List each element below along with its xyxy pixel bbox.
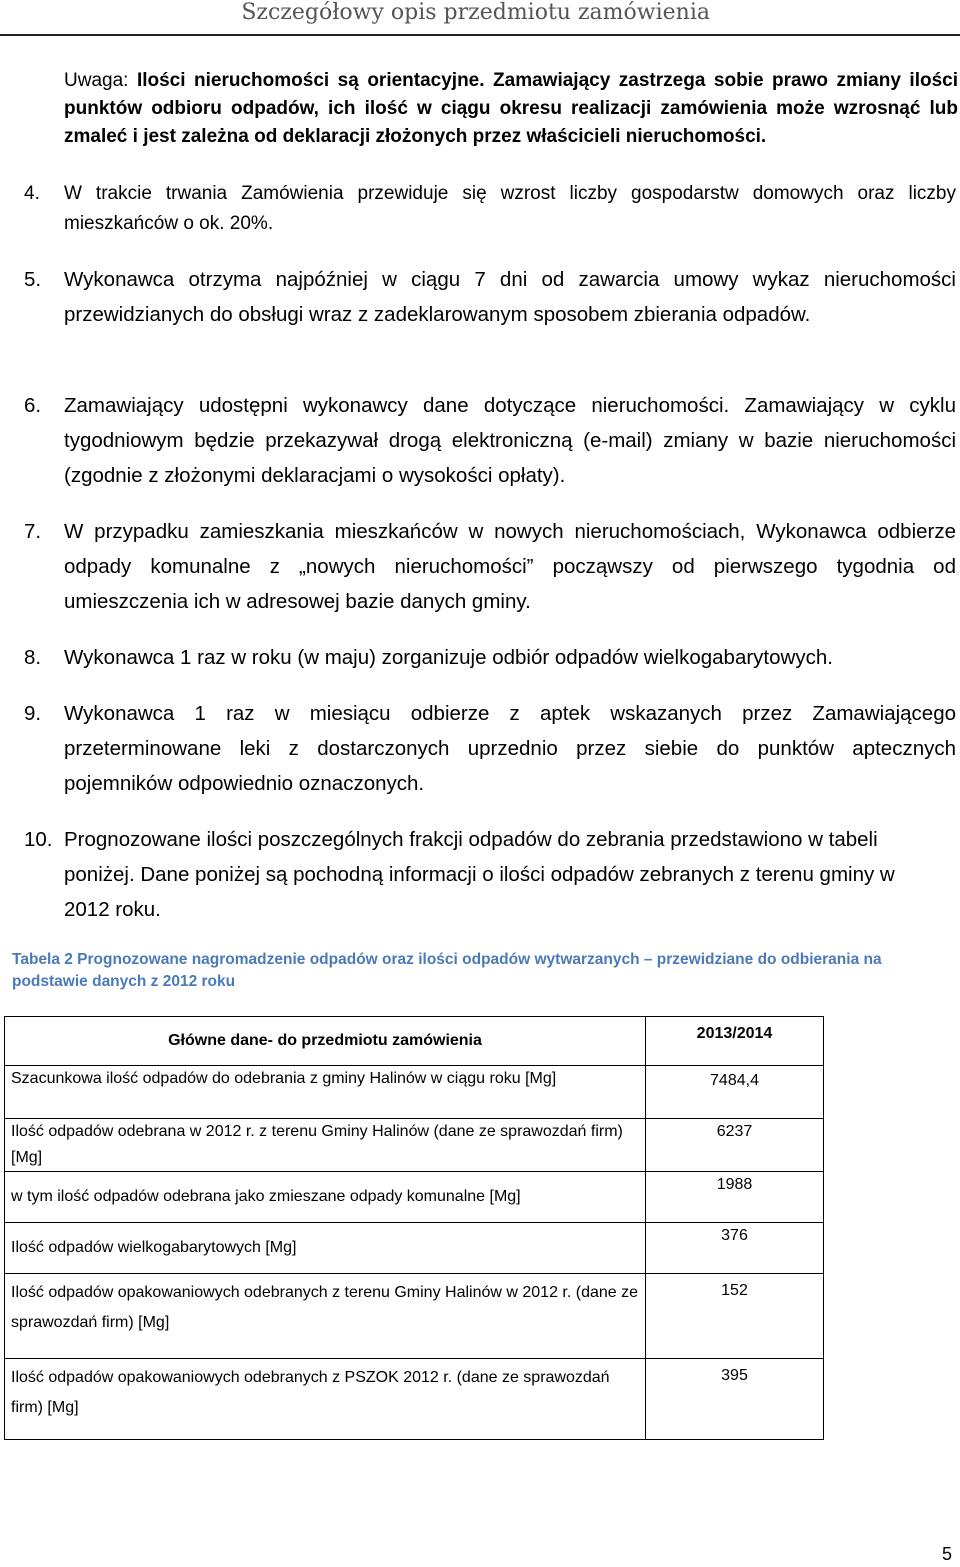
item-number: 10. [24,828,53,851]
table-row [5,1066,824,1119]
item-text: Wykonawca otrzyma najpóźniej w ciągu 7 dni od zawarcia umowy wykaz nieruchomości przewidzianych do obsługi wraz z zadeklarowanym sposobem zbierania odpadów. [64,268,956,326]
row-label: Ilość odpadów wielkogabarytowych [Mg] [5,1223,646,1274]
page-header [0,0,960,36]
data-table [4,1016,824,1440]
list-item [24,262,956,332]
note-text: Ilości nieruchomości są orientacyjne. Zamawiający zastrzega sobie prawo zmiany ilości punktów odbioru odpadów, ich ilość w ciągu okresu realizacji zamówienia może wzrosnąć lub zmaleć i jest zależna od deklaracji złożonych przez właścicieli nieruchomości. [64,70,958,147]
item-number: 4. [24,183,40,204]
table-row [5,1359,824,1440]
item-text: Prognozowane ilości poszczególnych frakcji odpadów do zebrania przedstawiono w tabeli poniżej. Dane poniżej są pochodną informacji o ilości odpadów zebranych z terenu gminy w 2012 roku. [64,828,895,921]
table-header-left: Główne dane- do przedmiotu zamówienia [5,1017,646,1066]
item-text: Wykonawca 1 raz w miesiącu odbierze z aptek wskazanych przez Zamawiającego przeterminowane leki z dostarczonych uprzednio przez siebie do punktów aptecznych pojemników odpowiednio oznaczonych. [64,702,956,795]
list-item [24,388,956,493]
item-text: Zamawiający udostępni wykonawcy dane dotyczące nieruchomości. Zamawiający w cyklu tygodniowym będzie przekazywał drogą elektroniczną (e-mail) zmiany w bazie nieruchomości (zgodnie z złożonymi deklaracjami o wysokości opłaty). [64,394,956,487]
item-text: W trakcie trwania Zamówienia przewiduje się wzrost liczby gospodarstw domowych oraz liczby mieszkańców o ok. 20%. [64,183,956,234]
table-header-row [5,1017,824,1066]
row-label: w tym ilość odpadów odebrana jako zmieszane odpady komunalne [Mg] [5,1172,646,1223]
table-row [5,1119,824,1172]
list-item [24,822,914,927]
page-number: 5 [941,1544,952,1564]
note-paragraph [64,67,958,151]
row-value: 6237 [646,1119,824,1172]
item-text: W przypadku zamieszkania mieszkańców w nowych nieruchomościach, Wykonawca odbierze odpady komunalne z „nowych nieruchomości” począwszy od pierwszego tygodnia od umieszczenia ich w adresowej bazie danych gminy. [64,520,956,613]
row-value: 395 [646,1359,824,1440]
table-caption: Tabela 2 Prognozowane nagromadzenie odpadów oraz ilości odpadów wytwarzanych – przewidziane do odbierania na podstawie danych z 2012 roku [12,951,882,990]
row-value: 7484,4 [646,1066,824,1119]
row-value: 152 [646,1274,824,1359]
item-number: 5. [24,268,42,291]
row-value: 376 [646,1223,824,1274]
list-item [24,696,956,801]
row-label: Ilość odpadów opakowaniowych odebranych z terenu Gminy Halinów w 2012 r. (dane ze sprawozdań firm) [Mg] [5,1274,646,1359]
table-row [5,1172,824,1223]
header-title: Szczegółowy opis przedmiotu zamówienia [241,0,710,25]
row-value: 1988 [646,1172,824,1223]
item-number: 7. [24,520,42,543]
note-label: Uwaga: [64,70,129,91]
item-number: 9. [24,702,42,725]
row-label: Szacunkowa ilość odpadów do odebrania z gminy Halinów w ciągu roku [Mg] [5,1066,646,1119]
list-item [24,640,956,675]
item-text: Wykonawca 1 raz w roku (w maju) zorganizuje odbiór odpadów wielkogabarytowych. [64,646,833,669]
list-item [24,179,956,239]
item-number: 6. [24,394,42,417]
row-label: Ilość odpadów opakowaniowych odebranych z PSZOK 2012 r. (dane ze sprawozdań firm) [Mg] [5,1359,646,1440]
list-item [24,514,956,619]
table-row [5,1274,824,1359]
table-header-right: 2013/2014 [646,1017,824,1066]
row-label: Ilość odpadów odebrana w 2012 r. z terenu Gminy Halinów (dane ze sprawozdań firm) [Mg] [5,1119,646,1172]
table-row [5,1223,824,1274]
item-number: 8. [24,646,42,669]
